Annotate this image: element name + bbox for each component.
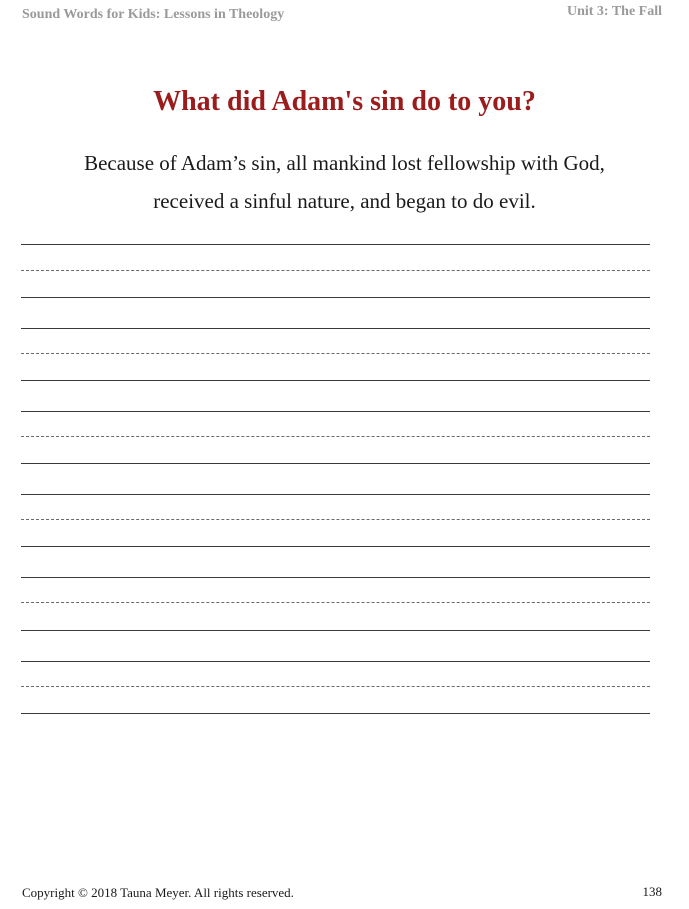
writing-top-line bbox=[21, 244, 650, 245]
writing-base-line bbox=[21, 546, 650, 547]
writing-top-line bbox=[21, 577, 650, 578]
copyright-notice: Copyright © 2018 Tauna Meyer. All rights reserved. bbox=[22, 885, 294, 900]
answer-line-2: received a sinful nature, and began to do evil. bbox=[153, 189, 536, 213]
writing-base-line bbox=[21, 297, 650, 298]
writing-top-line bbox=[21, 661, 650, 662]
book-title: Sound Words for Kids: Lessons in Theology bbox=[22, 7, 285, 22]
writing-middle-line bbox=[21, 353, 650, 354]
writing-base-line bbox=[21, 380, 650, 381]
answer-line-1: Because of Adam’s sin, all mankind lost fellowship with God, bbox=[84, 151, 605, 175]
writing-middle-line bbox=[21, 270, 650, 271]
question-heading: What did Adam's sin do to you? bbox=[153, 86, 536, 117]
unit-label: Unit 3: The Fall bbox=[566, 4, 662, 19]
writing-middle-line bbox=[21, 686, 650, 687]
writing-middle-line bbox=[21, 436, 650, 437]
writing-middle-line bbox=[21, 519, 650, 520]
writing-top-line bbox=[21, 494, 650, 495]
writing-top-line bbox=[21, 328, 650, 329]
writing-base-line bbox=[21, 630, 650, 631]
writing-base-line bbox=[21, 713, 650, 714]
handwriting-practice-area bbox=[21, 0, 650, 909]
writing-base-line bbox=[21, 463, 650, 464]
writing-middle-line bbox=[21, 602, 650, 603]
writing-top-line bbox=[21, 411, 650, 412]
page-number: 138 bbox=[642, 884, 662, 899]
